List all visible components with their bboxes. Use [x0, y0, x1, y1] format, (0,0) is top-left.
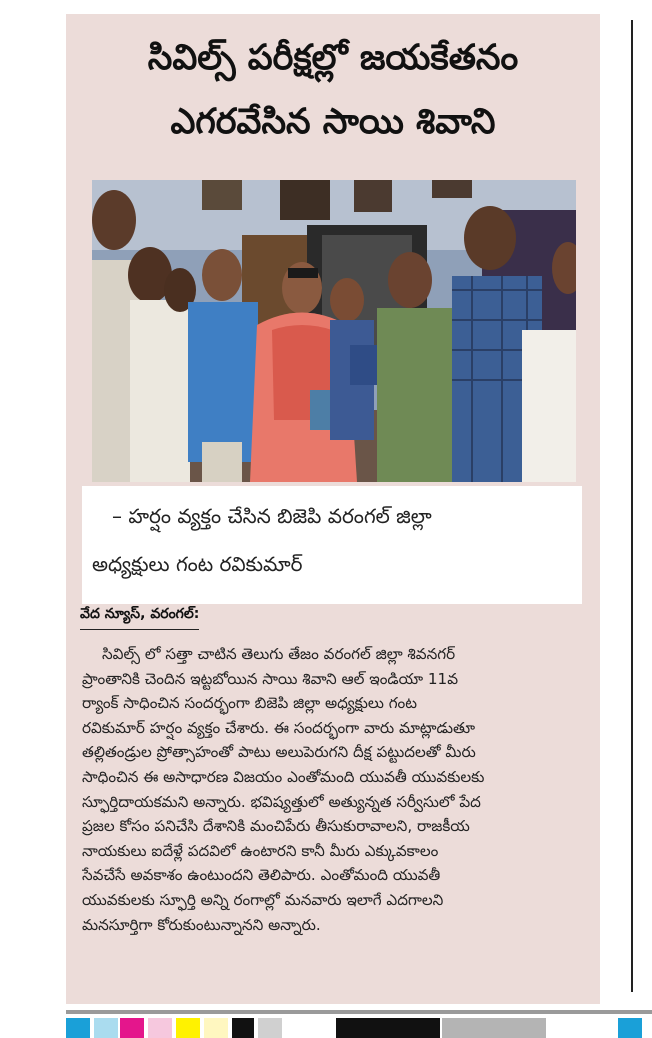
body-line: సివిల్స్ లో సత్తా చాటిన తెలుగు తేజం వరంగల్ జిల్లా శివనగర్ [102, 645, 456, 663]
body-line: సాధించిన ఈ అసాధారణ విజయం ఎంతోమంది యువతీ యువకులకు [82, 767, 485, 786]
color-swatch [120, 1018, 144, 1038]
byline: వేద న్యూస్, వరంగల్: [80, 606, 199, 630]
body-line: తల్లితండ్రుల ప్రోత్సాహంతో పాటు అలుపెరుగని దీక్ష పట్టుదలతో మీరు [82, 743, 476, 762]
news-photo [92, 180, 576, 482]
color-swatch [336, 1018, 440, 1038]
body-line: స్ఫూర్తిదాయకమని అన్నారు. భవిష్యత్తులో అత్యున్నత సర్వీసులో పేద [82, 792, 481, 811]
body-line: రవికుమార్ హర్షం వ్యక్తం చేశారు. ఈ సందర్భంగా వారు మాట్లాడుతూ [82, 718, 475, 737]
headline-line-2: ఎగరవేసిన సాయి శివాని [170, 102, 496, 142]
bottom-strip [66, 1010, 652, 1014]
body-line: సేవచేసే అవకాశం ఉంటుందని తెలిపారు. ఎంతోమంది యువతీ [82, 866, 441, 885]
color-swatch [232, 1018, 254, 1038]
body-line: ర్యాంక్ సాధించిన సందర్భంగా బిజెపి జిల్లా అధ్యక్షులు గంట [82, 694, 417, 713]
body-line: ప్రాంతానికి చెందిన ఇట్టబోయిన సాయి శివాని ఆల్ ఇండియా 11వ [82, 669, 459, 688]
color-swatch [66, 1018, 90, 1038]
subheading-line-1: – హర్షం వ్యక్తం చేసిన బిజెపి వరంగల్ జిల్లా [112, 504, 432, 528]
body-line: నాయకులు ఐదేళ్లే పదవిలో ఉంటారని కానీ మీరు ఎక్కువకాలం [82, 841, 439, 860]
color-swatch [618, 1018, 642, 1038]
subheading-line-2: అధ్యక్షులు గంట రవికుమార్ [92, 552, 303, 576]
news-clipping [66, 14, 600, 1004]
color-swatch [94, 1018, 118, 1038]
color-swatch [176, 1018, 200, 1038]
subheading-box [82, 486, 582, 604]
group-photo-illustration [92, 180, 576, 482]
article-body [82, 642, 586, 937]
color-swatch [442, 1018, 546, 1038]
color-swatch [204, 1018, 228, 1038]
color-swatch [258, 1018, 282, 1038]
body-line: యువకులకు స్ఫూర్తి అన్ని రంగాల్లో మనవారు ఇలాగే ఎదగాలని [82, 890, 444, 909]
headline-line-1: సివిల్స్ పరీక్షల్లో జయకేతనం [147, 38, 519, 78]
color-swatch [148, 1018, 172, 1038]
column-rule [631, 20, 633, 992]
headline [66, 26, 600, 154]
body-line: మనసూర్తిగా కోరుకుంటున్నానని అన్నారు. [82, 915, 321, 934]
body-line: ప్రజల కోసం పనిచేసి దేశానికి మంచిపేరు తీసుకురావాలని, రాజకీయ [82, 817, 470, 836]
